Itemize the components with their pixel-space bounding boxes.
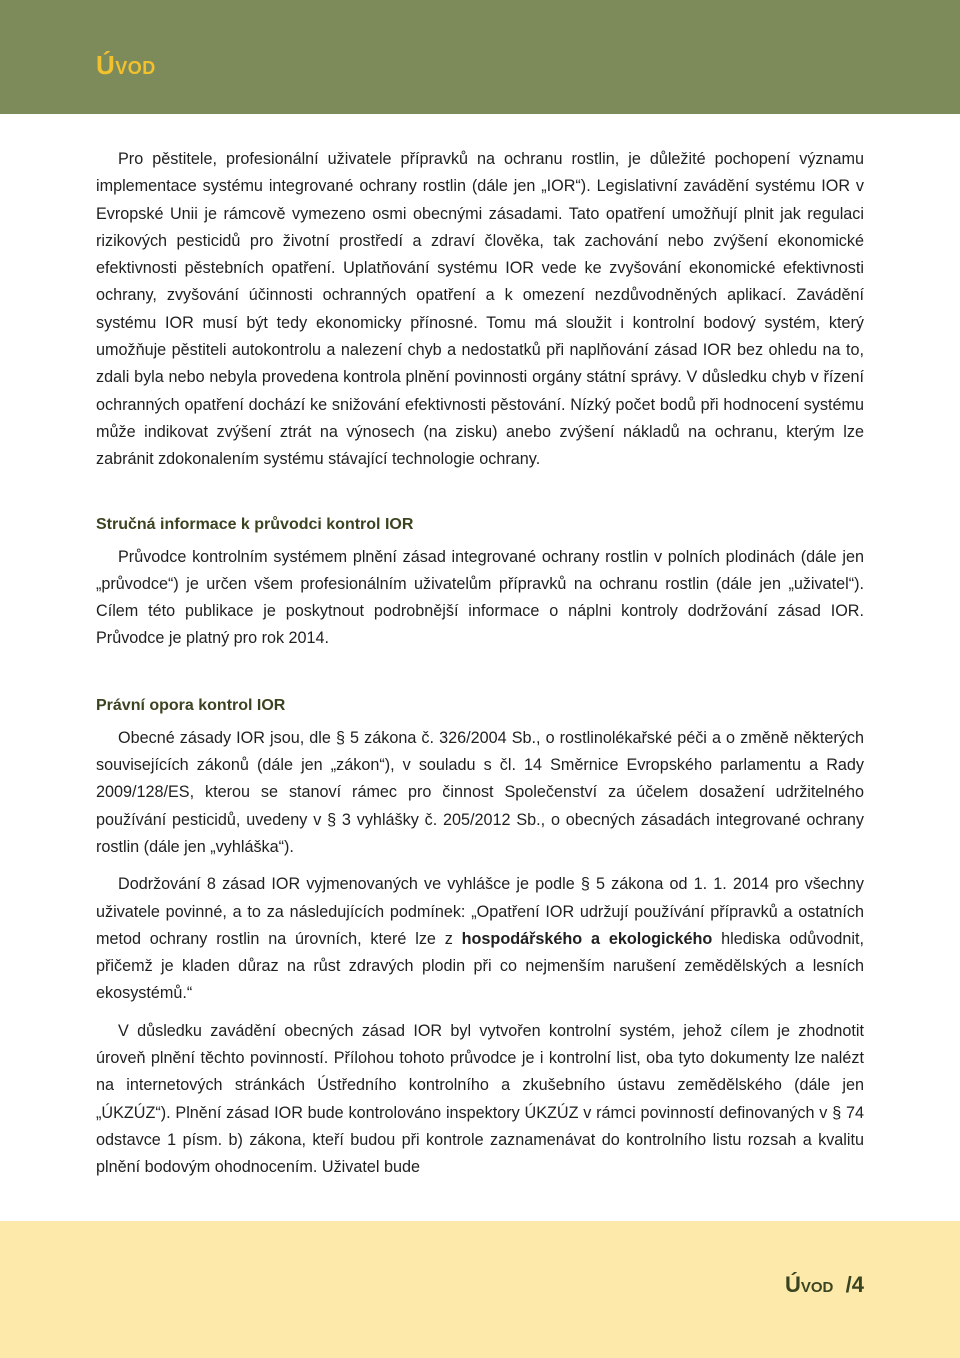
legal-paragraph-2-bold: hospodářského a ekologického (461, 929, 713, 948)
page-title: Úvod (96, 50, 156, 80)
document-body (96, 146, 864, 1192)
footer-label (785, 1272, 864, 1298)
section-heading-info: Stručná informace k průvodci kontrol IOR (96, 515, 414, 533)
legal-paragraph-2 (96, 871, 864, 1007)
intro-paragraph: Pro pěstitele, profesionální uživatele přípravků na ochranu rostlin, je důležité pochopení významu implementace systému integrované ochrany rostlin (dále jen „IOR“). Legislativní zavádění systému IOR v Evropské Unii je rámcově vymezeno osmi obecnými zásadami. Tato opatření umožňují plnit jak regulaci rizikových pesticidů pro životní prostředí a zdraví člověka, tak zachování nebo zvýšení ekonomické efektivnosti pěstebních opatření. Uplatňování systému IOR vede ke zvyšování ekonomické efektivnosti ochrany, zvyšování účinnosti ochranných opatření a k omezení nezdůvodněných aplikací. Zavádění systému IOR musí být tedy ekonomicky přínosné. Tomu má sloužit i kontrolní bodový systém, který umožňuje pěstiteli autokontrolu a nalezení chyb a nedostatků při naplňování zásad IOR bez ohledu na to, zdali byla nebo nebyla provedena kontrola plnění povinnosti orgány státní správy. V důsledku chyb v řízení ochranných opatření dochází ke snižování efektivnosti pěstování. Nízký počet bodů při hodnocení systému může indikovat zvýšení ztrát na výnosech (na zisku) anebo zvýšení nákladů na ochranu, kterým lze zabránit zdokonalením systému stávající technologie ochrany. (96, 150, 864, 469)
info-paragraph: Průvodce kontrolním systémem plnění zásad integrované ochrany rostlin v polních plodinách (dále jen „průvodce“) je určen všem profesionálním uživatelům přípravků na ochranu rostlin (dále jen „uživatel“). Cílem této publikace je poskytnout podrobnější informace o náplni kontroly dodržování zásad IOR. Průvodce je platný pro rok 2014. (96, 547, 864, 648)
legal-paragraph-3: V důsledku zavádění obecných zásad IOR byl vytvořen kontrolní systém, jehož cílem je zhodnotit úroveň plnění těchto povinností. Přílohou tohoto průvodce je i kontrolní list, oba tyto dokumenty lze nalézt na internetových stránkách Ústředního kontrolního a zkušebního ústavu zemědělského (dále jen „ÚKZÚZ“). Plnění zásad IOR bude kontrolováno inspektory ÚKZÚZ v rámci povinností definovaných v § 74 odstavce 1 písm. b) zákona, kteří budou při kontrole zaznamenávat do kontrolního listu rozsah a kvalitu plnění bodovým ohodnocením. Uživatel bude (96, 1021, 864, 1177)
footer-section-label: Úvod (785, 1272, 834, 1297)
legal-paragraph-2-end: hlediska odůvodnit, přičemž je kladen důraz na růst zdravých plodin při co nejmenším narušení zemědělských a lesních ekosystémů.“ (96, 929, 865, 1003)
section-info (96, 514, 864, 653)
legal-paragraph-2-start: Dodržování 8 zásad IOR vyjmenovaných ve vyhlášce je podle § 5 zákona od 1. 1. 2014 pro všechny uživatele povinné, a to za následujících podmínek: „Opatření IOR udržují používání přípravků a ostatních metod ochrany rostlin na úrovních, které lze z (96, 875, 864, 948)
section-legal (96, 695, 864, 1182)
legal-paragraph-1: Obecné zásady IOR jsou, dle § 5 zákona č. 326/2004 Sb., o rostlinolékařské péči a o změně některých souvisejících zákonů (dále jen „zákon“), v souladu s čl. 14 Směrnice Evropského parlamentu a Rady 2009/128/ES, kterou se stanoví rámec pro činnost Společenství za účelem dosažení udržitelného používání pesticidů, uvedeny v § 3 vyhlášky č. 205/2012 Sb., o obecných zásadách integrované ochrany rostlin (dále jen „vyhláška“). (96, 728, 864, 856)
page-number: /4 (845, 1272, 864, 1297)
section-heading-legal: Právní opora kontrol IOR (96, 696, 286, 714)
